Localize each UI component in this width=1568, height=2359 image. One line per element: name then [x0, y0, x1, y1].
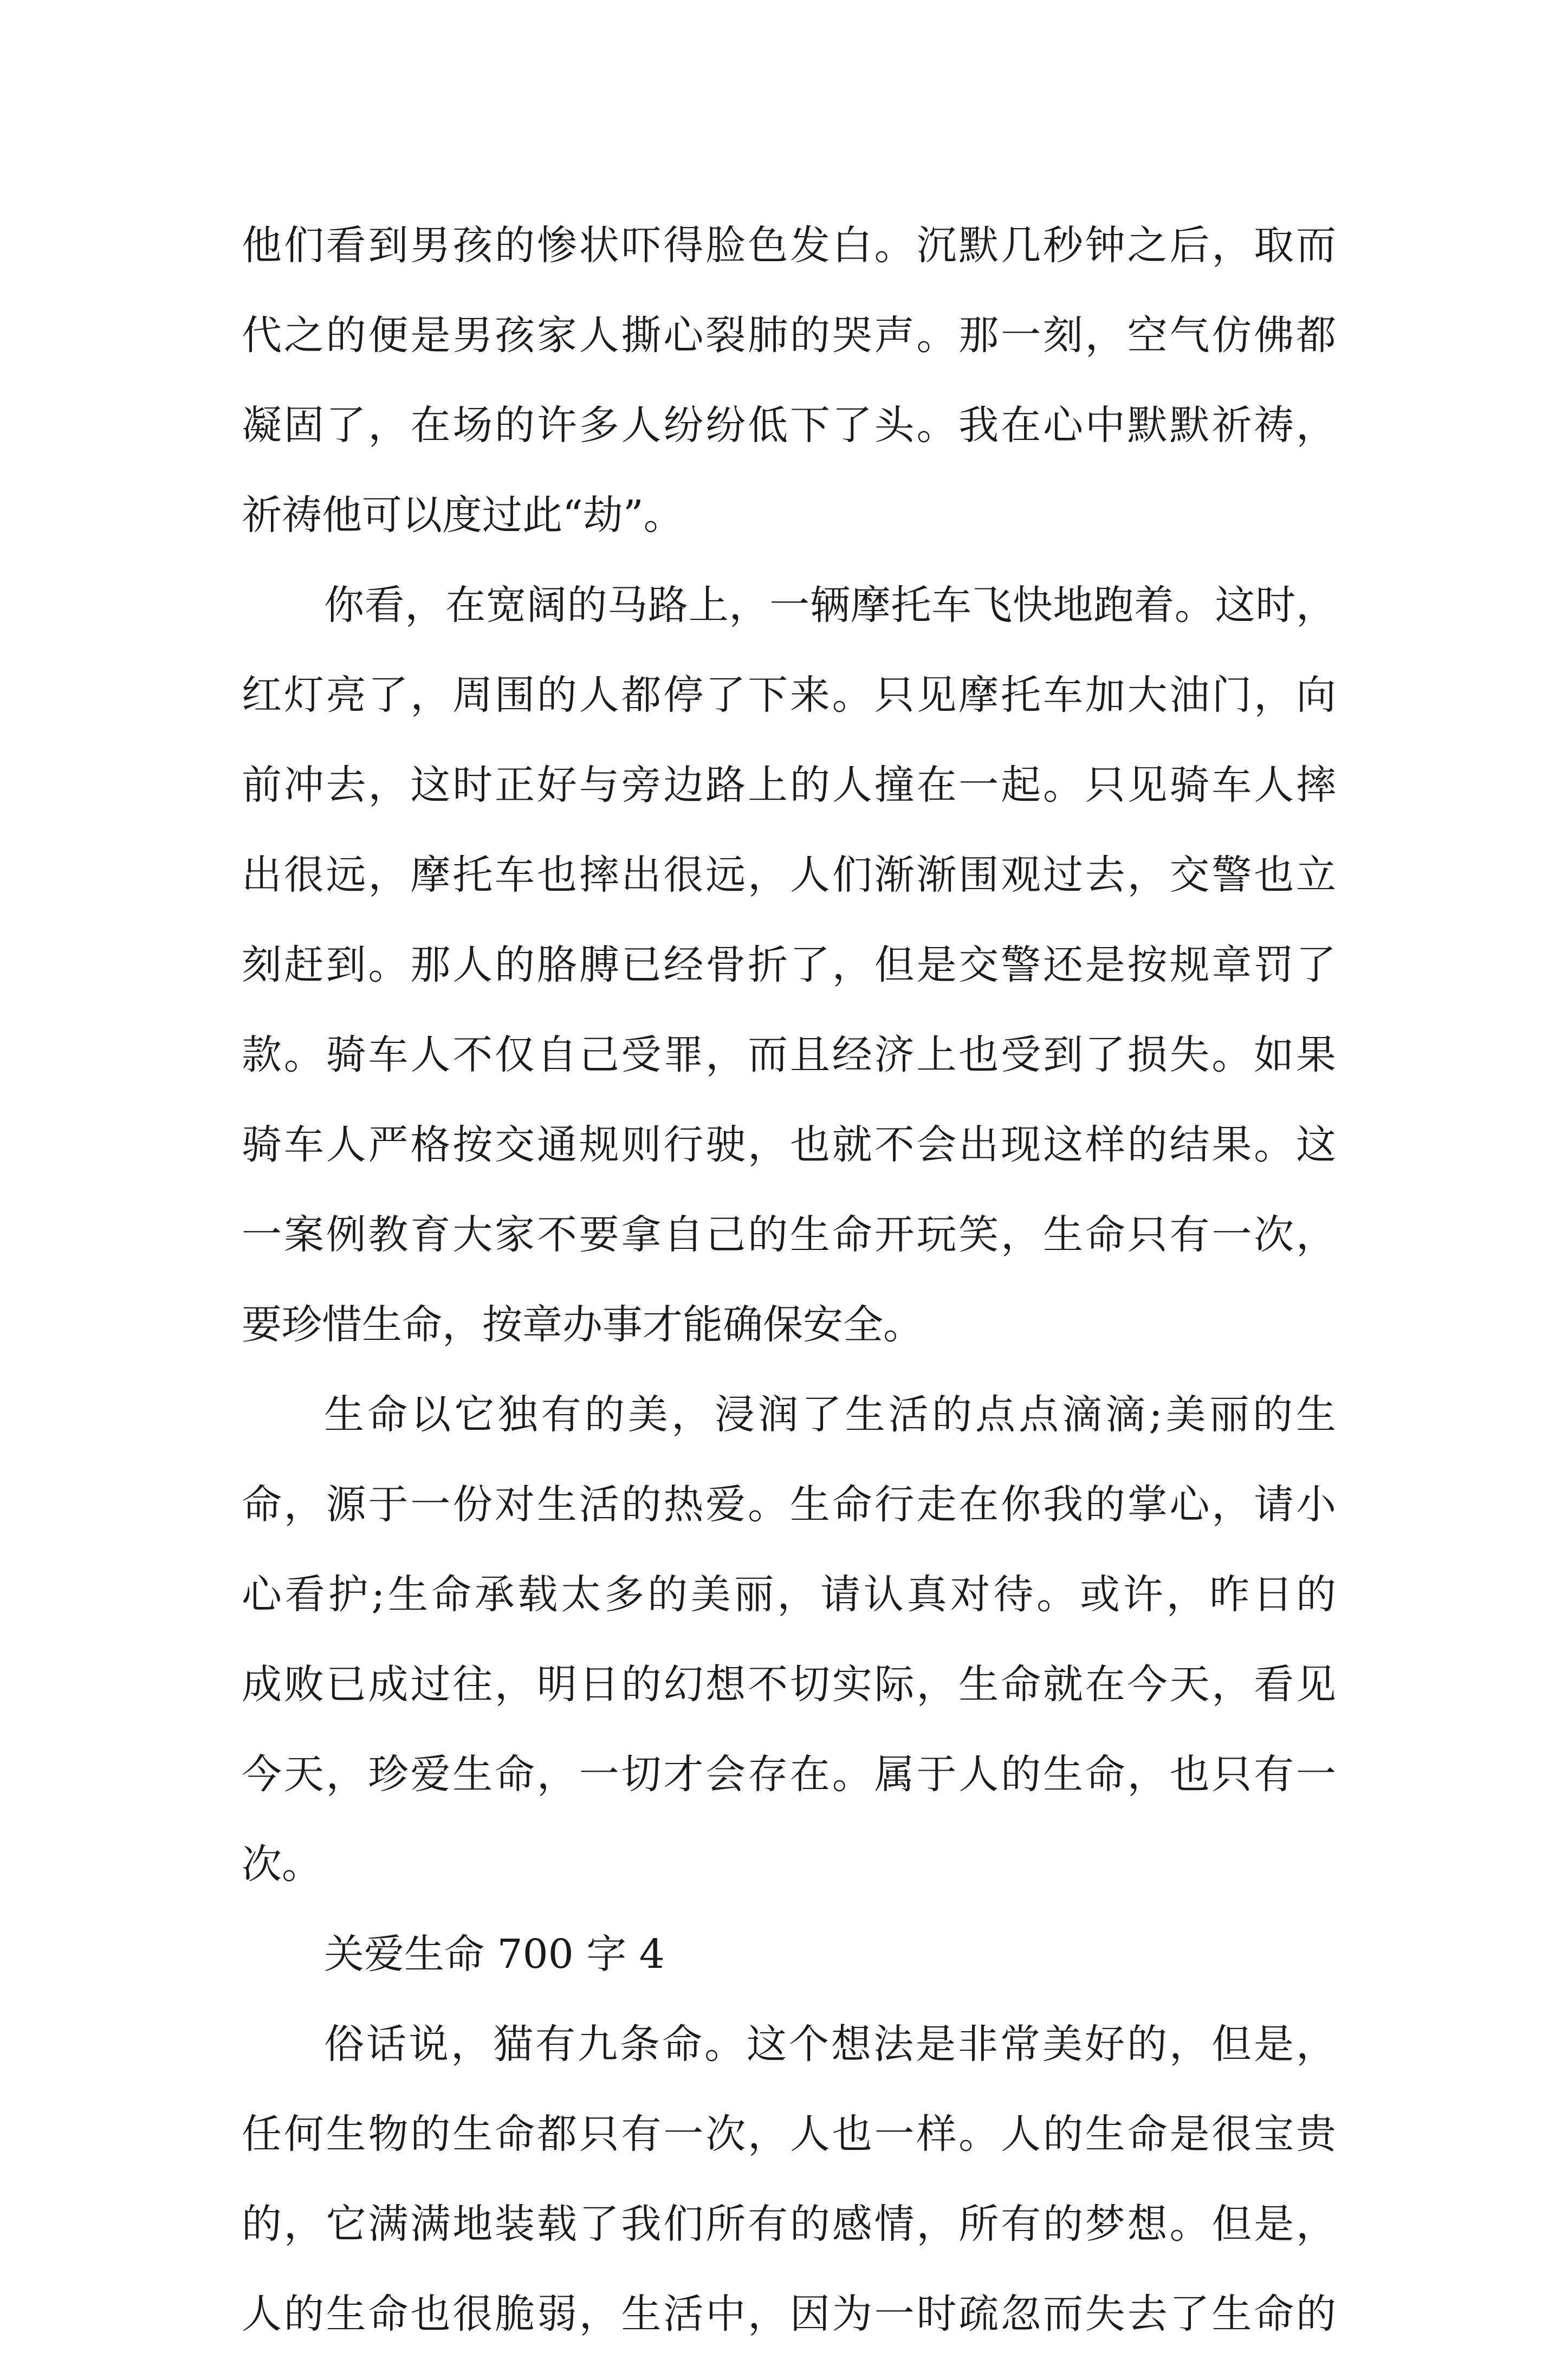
text-line: 款。骑车人不仅自己受罪，而且经济上也受到了损失。如果 — [242, 1032, 1336, 1078]
text-line: 你看，在宽阔的马路上，一辆摩托车飞快地跑着。这时， — [324, 582, 1336, 628]
text-line: 红灯亮了，周围的人都停了下来。只见摩托车加大油门，向 — [242, 672, 1336, 718]
text-line: 凝固了，在场的许多人纷纷低下了头。我在心中默默祈祷， — [242, 402, 1336, 449]
text-line: 心看护;生命承载太多的美丽，请认真对待。或许，昨日的 — [242, 1571, 1336, 1618]
text-line: 命，源于一份对生活的热爱。生命行走在你我的掌心，请小 — [242, 1481, 1336, 1528]
text-line: 人的生命也很脆弱，生活中，因为一时疏忽而失去了生命的 — [242, 2291, 1336, 2337]
text-line: 骑车人严格按交通规则行驶，也就不会出现这样的结果。这 — [242, 1122, 1336, 1168]
text-line: 生命以它独有的美，浸润了生活的点点滴滴;美丽的生 — [324, 1391, 1336, 1438]
text-line: 关爱生命 700 字 4 — [324, 1931, 665, 1978]
text-line: 次。 — [242, 1841, 322, 1888]
text-line: 要珍惜生命，按章办事才能确保安全。 — [242, 1301, 923, 1348]
text-line: 今天，珍爱生命，一切才会存在。属于人的生命，也只有一 — [242, 1751, 1336, 1798]
text-line: 的，它满满地装载了我们所有的感情，所有的梦想。但是， — [242, 2201, 1336, 2247]
text-line: 前冲去，这时正好与旁边路上的人撞在一起。只见骑车人摔 — [242, 762, 1336, 808]
text-line: 刻赶到。那人的胳膊已经骨折了，但是交警还是按规章罚了 — [242, 942, 1336, 988]
text-line: 一案例教育大家不要拿自己的生命开玩笑，生命只有一次， — [242, 1211, 1336, 1258]
text-line: 他们看到男孩的惨状吓得脸色发白。沉默几秒钟之后，取而 — [242, 222, 1336, 269]
text-line: 祈祷他可以度过此“劫”。 — [242, 492, 684, 539]
text-line: 俗话说，猫有九条命。这个想法是非常美好的，但是， — [324, 2021, 1336, 2068]
text-line: 成败已成过往，明日的幻想不切实际，生命就在今天，看见 — [242, 1661, 1336, 1708]
text-line: 任何生物的生命都只有一次，人也一样。人的生命是很宝贵 — [242, 2111, 1336, 2157]
text-line: 代之的便是男孩家人撕心裂肺的哭声。那一刻，空气仿佛都 — [242, 312, 1336, 359]
text-line: 出很远，摩托车也摔出很远，人们渐渐围观过去，交警也立 — [242, 852, 1336, 898]
document-body — [242, 200, 1336, 2359]
